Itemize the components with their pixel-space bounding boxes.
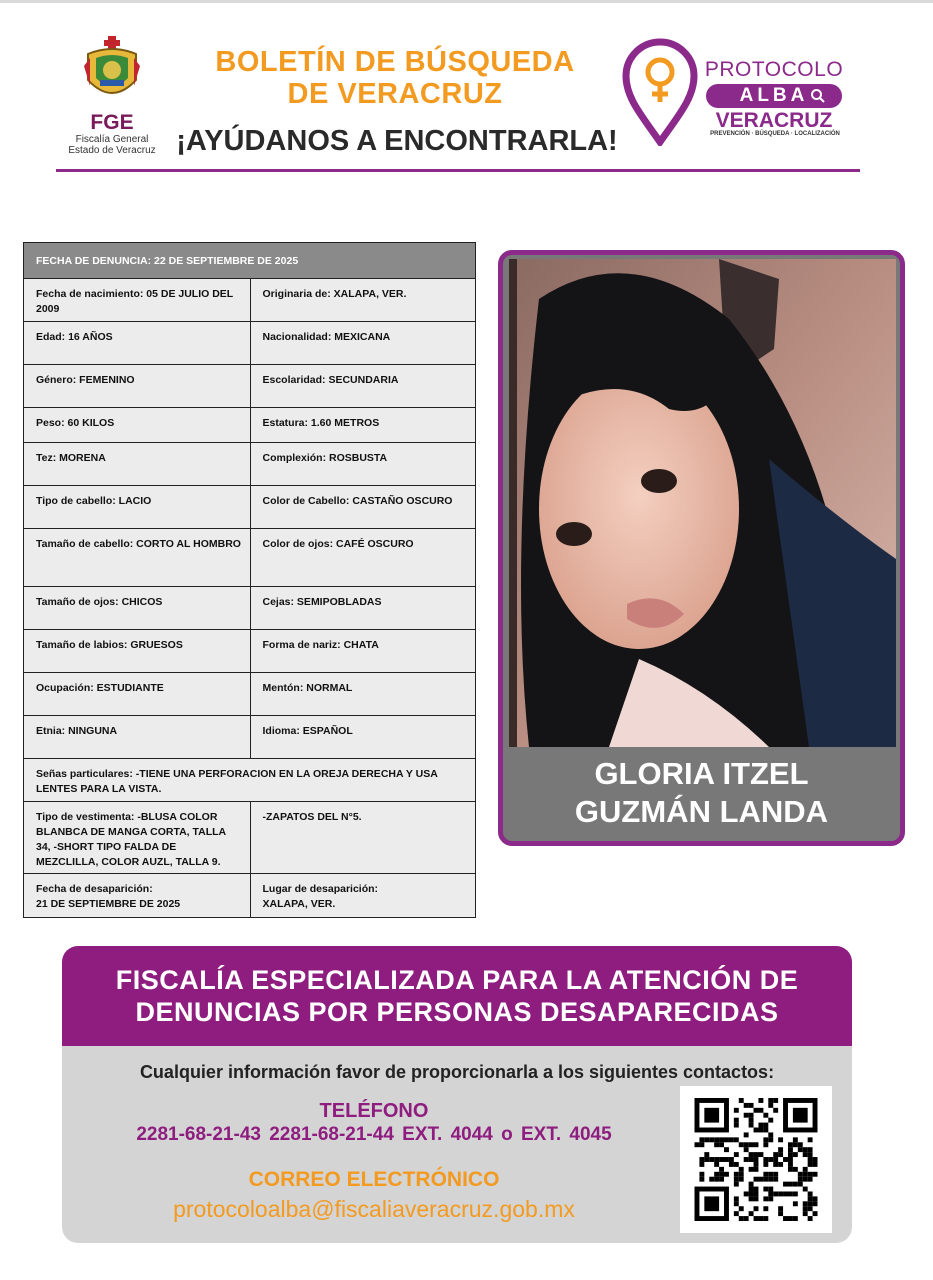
table-row [24, 759, 475, 802]
email-label: CORREO ELECTRÓNICO [248, 1168, 500, 1191]
eye-color: Color de ojos: CAFÉ OSCURO [250, 529, 476, 586]
table-row [24, 716, 475, 759]
report-date: FECHA DE DENUNCIA: 22 DE SEPTIEMBRE DE 2025 [24, 243, 475, 279]
help-us-title: ¡AYÚDANOS A ENCONTRARLA! [176, 125, 618, 157]
name-line1: GLORIA ITZEL [594, 756, 809, 791]
lip-size: Tamaño de labios: GRUESOS [36, 639, 183, 651]
table-row [24, 529, 475, 587]
hair-length: Tamaño de cabello: CORTO AL HOMBRO [36, 538, 241, 550]
fge-line1: Fiscalía General [75, 134, 149, 145]
search-icon [810, 88, 826, 104]
title-line1: BOLETÍN DE BÚSQUEDA [215, 46, 575, 78]
phone-label: TELÉFONO [319, 1100, 429, 1122]
build: Complexión: ROSBUSTA [250, 443, 476, 485]
qr-code-icon [692, 1098, 820, 1221]
fge-abbr: FGE [90, 111, 134, 134]
table-row [24, 673, 475, 716]
name-line2: GUZMÁN LANDA [574, 794, 829, 829]
title-line2: DE VERACRUZ [287, 78, 503, 110]
disappearance-place [250, 874, 476, 917]
shoes: -ZAPATOS DEL N°5. [250, 802, 476, 873]
disappearance-place-label: Lugar de desaparición: [262, 883, 379, 895]
email-link[interactable]: protocoloalba@fiscaliaveracruz.gob.mx [173, 1196, 575, 1222]
disappearance-date [24, 874, 250, 917]
table-row [24, 587, 475, 630]
disappearance-date-label: Fecha de desaparición: [36, 883, 153, 895]
person-name [503, 755, 900, 831]
fge-line2: Estado de Veracruz [68, 145, 156, 156]
qr-code[interactable] [680, 1086, 832, 1233]
origin: Originaria de: XALAPA, VER. [250, 279, 476, 321]
person-details-table [23, 242, 476, 918]
bulletin-title [190, 46, 600, 110]
occupation: Ocupación: ESTUDIANTE [36, 682, 164, 694]
language: Idioma: ESPAÑOL [250, 716, 476, 758]
clothing: Tipo de vestimenta: -BLUSA COLOR BLANBCA DE MANGA CORTA, TALLA 34, -SHORT TIPO FALDA DE MEZCLILLA, COLOR AUZL, TALLA 9. [36, 811, 226, 868]
nationality: Nacionalidad: MEXICANA [250, 322, 476, 364]
photo-card [498, 250, 905, 846]
phone-numbers[interactable]: 2281-68-21-43 2281-68-21-44 EXT. 4044 o EXT. 4045 [136, 1124, 612, 1145]
ethnicity: Etnia: NINGUNA [36, 725, 118, 737]
disappearance-place-value: XALAPA, VER. [262, 898, 336, 910]
banner-line1: FISCALÍA ESPECIALIZADA PARA LA ATENCIÓN DE [115, 965, 799, 995]
age: Edad: 16 AÑOS [36, 331, 113, 343]
gender: Género: FEMENINO [36, 374, 135, 386]
table-row [24, 279, 475, 322]
skin-tone: Tez: MORENA [36, 452, 106, 464]
alba-tagline: PREVENCIÓN · BÚSQUEDA · LOCALIZACIÓN [710, 131, 840, 137]
table-row [24, 874, 475, 917]
table-row [24, 802, 475, 874]
weight: Peso: 60 KILOS [36, 417, 115, 429]
schooling: Escolaridad: SECUNDARIA [250, 365, 476, 407]
table-row [24, 630, 475, 673]
alba-protocolo: PROTOCOLO [704, 58, 844, 81]
banner-line2: DENUNCIAS POR PERSONAS DESAPARECIDAS [135, 997, 779, 1027]
eyebrows: Cejas: SEMIPOBLADAS [250, 587, 476, 629]
fiscalia-banner [62, 946, 852, 1046]
distinguishing-marks: Señas particulares: -TIENE UNA PERFORACION EN LA OREJA DERECHA Y USA LENTES PARA LA VISTA. [36, 768, 438, 795]
person-photo [509, 259, 896, 747]
table-row [24, 408, 475, 443]
birth-date: Fecha de nacimiento: 05 DE JULIO DEL 2009 [36, 288, 234, 315]
eye-size: Tamaño de ojos: CHICOS [36, 596, 163, 608]
hair-type: Tipo de cabello: LACIO [36, 495, 152, 507]
table-row [24, 486, 475, 529]
disappearance-date-value: 21 DE SEPTIEMBRE DE 2025 [36, 898, 181, 910]
coat-of-arms-icon [80, 36, 144, 108]
map-pin-female-icon [622, 38, 698, 146]
alba-veracruz: VERACRUZ [715, 109, 833, 132]
height: Estatura: 1.60 METROS [250, 408, 476, 442]
nose-shape: Forma de nariz: CHATA [250, 630, 476, 672]
table-row [24, 365, 475, 408]
table-row [24, 322, 475, 365]
contact-intro: Cualquier información favor de proporcionarla a los siguientes contactos: [139, 1062, 775, 1082]
header-divider [56, 169, 860, 172]
fge-logo [62, 36, 162, 160]
chin: Mentón: NORMAL [250, 673, 476, 715]
contact-panel [62, 1046, 852, 1243]
hair-color: Color de Cabello: CASTAÑO OSCURO [250, 486, 476, 528]
alba-pill: ALBA [706, 84, 842, 108]
top-border [0, 0, 933, 3]
table-row [24, 443, 475, 486]
